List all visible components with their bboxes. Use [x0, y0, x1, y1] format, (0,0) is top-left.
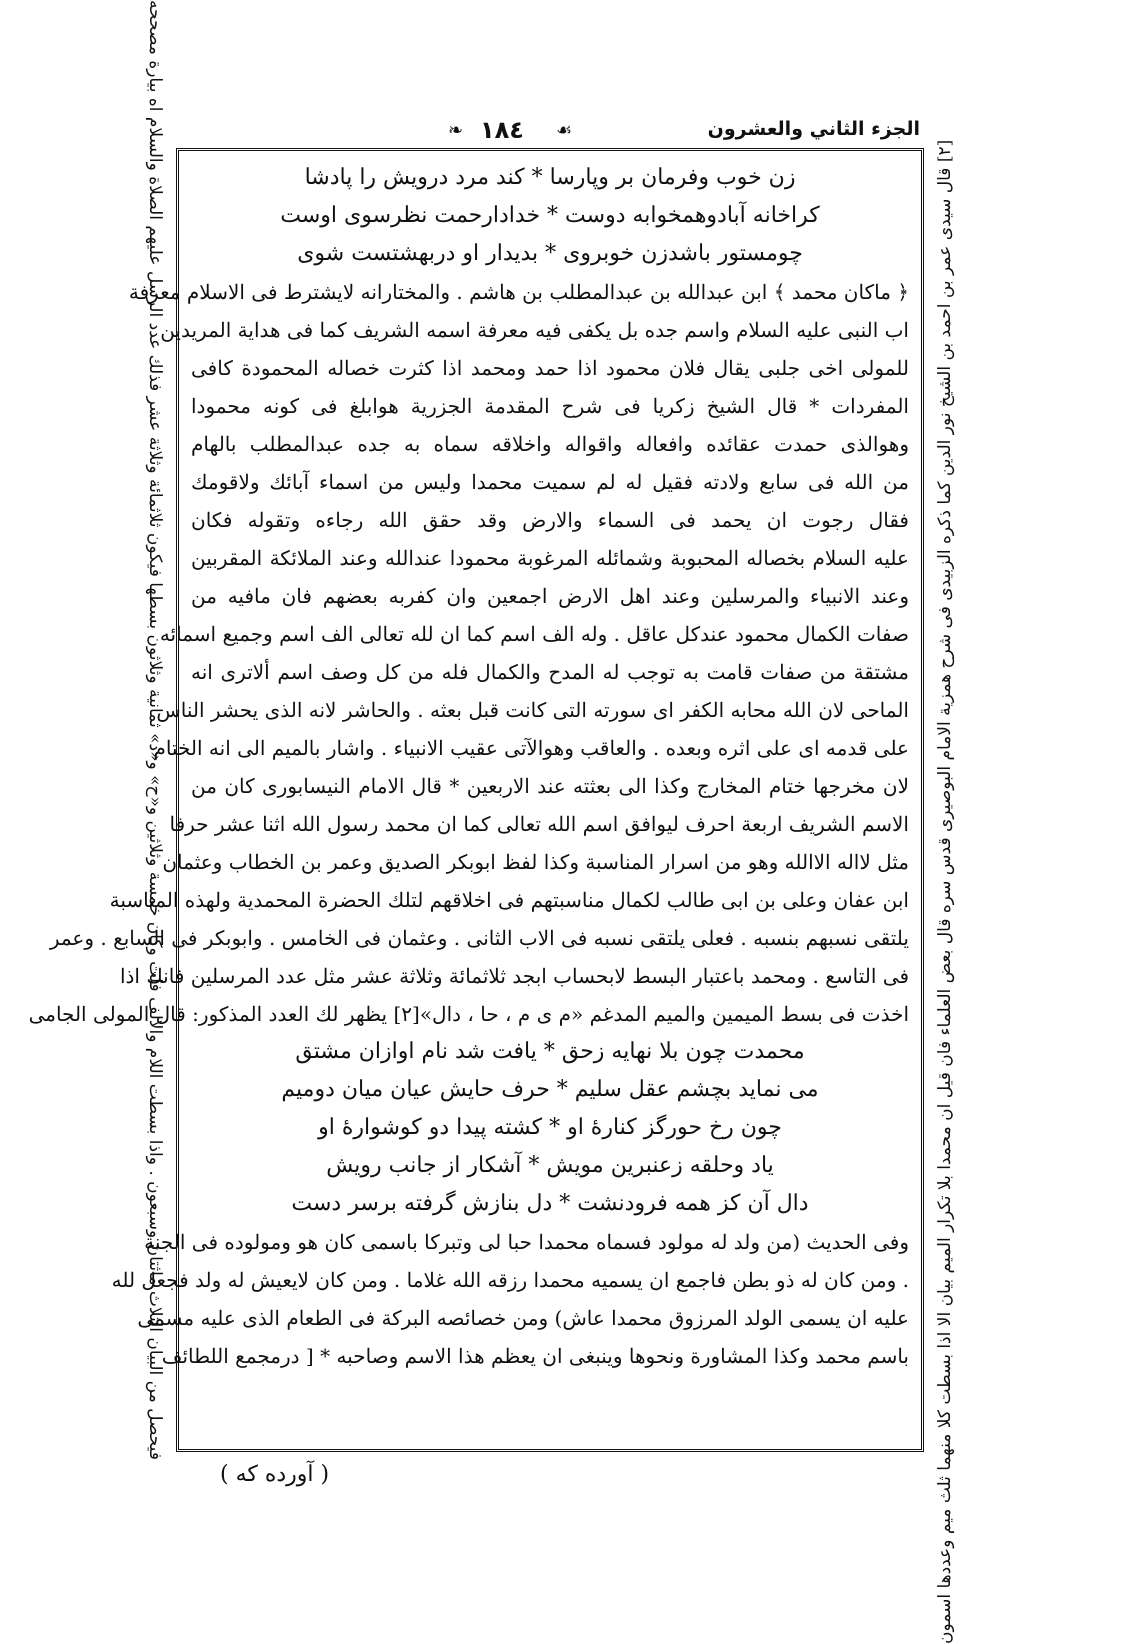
- prose-line: من الله فى سابع ولادته فقيل له لم سميت محمدا وليس من اسماء آبائك ولاقومك: [191, 470, 909, 494]
- prose-line: على قدمه اى على اثره وبعده . والعاقب وهوالآتى عقيب الانبياء . واشار بالميم الى انه الختام: [153, 736, 909, 760]
- prose-line: مشتقة من صفات قامت به توجب له المدح والكمال فله من كل وصف اسم ألاترى انه: [191, 660, 909, 684]
- book-part-label: الجزء الثاني والعشرون: [707, 118, 920, 140]
- prose-line: ﴿ ماكان محمد ﴾ ابن عبدالله بن عبدالمطلب بن هاشم . والمختارانه لايشترط فى الاسلام معرفة: [128, 280, 909, 304]
- prose-line: صفات الكمال محمود عندكل عاقل . وله الف اسم كما ان لله تعالى الف اسم وجميع اسمائه: [159, 622, 909, 646]
- prose-line: للمولى اخى جلبى يقال فلان محمود اذا حمد ومحمد اذا كثرت خصاله المحمودة كافى: [191, 356, 909, 380]
- ornament-left-icon: ❧: [448, 120, 464, 141]
- prose-line: . ومن كان له ذو بطن فاجمع ان يسميه محمدا رزقه الله غلاما . ومن كان لايعيش له ولد فجعل لله: [111, 1268, 909, 1292]
- prose-line: ابن عفان وعلى بن ابى طالب لكمال مناسبتهم فى اخلاقهم لتلك الحضرة المحمدية ولهذه المناسبة: [109, 888, 909, 912]
- ornament-right-icon: ☙: [556, 120, 573, 141]
- margin-note-right: [٢] قال سيدى عمر بن احمد بن الشيخ نور الدين كما ذكره الزبيدى فى شرح همزية الامام البوصيرى قدس سره قال بعض العلماء فان قيل ان محمدا بلا تكرار الميم بيان الا اذا بسطت كلا منهما ثلث ميم وعددها اسمون: [935, 140, 955, 1644]
- prose-line: المفردات * قال الشيخ زكريا فى شرح المقدمة الجزرية هوابلغ فى كونه محمودا: [191, 394, 909, 418]
- page-header: [180, 116, 920, 150]
- prose-line: وهوالذى حمدت عقائده وافعاله واقواله واخلاقه سماه به جده عبدالمطلب بالهام: [191, 432, 909, 456]
- verse-line: زن خوب وفرمان بر وپارسا * كند مرد درويش را پادشا: [304, 165, 796, 190]
- prose-line: باسم محمد وكذا المشاورة ونحوها وينبغى ان يعظم هذا الاسم وصاحبه * [ درمجمع اللطائف: [161, 1344, 909, 1368]
- prose-line: يلتقى نسبهم بنسبه . فعلى يلتقى نسبه فى الاب الثانى . وعثمان فى الخامس . وابوبكر فى السابع . وعمر: [49, 926, 909, 950]
- prose-line: فى التاسع . ومحمد باعتبار البسط لابحساب ابجد ثلاثمائة وثلاثة عشر مثل عدد المرسلين فانك اذا: [119, 964, 909, 988]
- page-number: ١٨٤: [480, 116, 524, 144]
- prose-line: عليه ان يسمى الولد المرزوق محمدا عاش) ومن خصائصه البركة فى الطعام الذى عليه مسمى: [137, 1306, 909, 1330]
- prose-line: عليه السلام بخصاله المحبوبة وشمائله المرغوبة محمودا عندالله وعند الملائكة المقربين: [191, 546, 909, 570]
- verse-line: مى نمايد بچشم عقل سليم * حرف حايش عيان ميان دوميم: [281, 1077, 819, 1102]
- prose-line: اب النبى عليه السلام واسم جده بل يكفى فيه معرفة اسمه الشريف كما فى هداية المريدين: [160, 318, 909, 342]
- verse-line: محمدت چون بلا نهايه زحق * يافت شد نام اوازان مشتق: [295, 1039, 805, 1064]
- prose-line: فقال رجوت ان يحمد فى السماء والارض وقد حقق الله رجاءه وتقوله فكان: [191, 508, 909, 532]
- verse-line: ياد وحلقه زعنبرين مويش * آشكار از جانب رويش: [326, 1153, 774, 1178]
- prose-line: لان مخرجها ختام المخارج وكذا الى بعثته عند الاربعين * قال الامام النيسابورى كان من: [191, 774, 909, 798]
- verse-line: كراخانه آبادوهمخوابه دوست * خدادارحمت نظرسوى اوست: [280, 203, 820, 228]
- verse-line: چومستور باشدزن خوبروى * بديدار او دربهشتست شوى: [297, 241, 803, 266]
- prose-line: مثل لااله الاالله وهو من اسرار المناسبة وكذا لفظ ابوبكر الصديق وعمر بن الخطاب وعثمان: [162, 850, 909, 874]
- prose-line: وفى الحديث (من ولد له مولود فسماه محمدا حبا لى وتبركا باسمى كان هو ومولوده فى الجنة: [144, 1230, 909, 1254]
- catchword: ( آورده كه ): [220, 1462, 330, 1487]
- verse-line: دال آن كز همه فرودنشت * دل بنازش گرفته برسر دست: [291, 1191, 809, 1216]
- prose-line: الماحى لان الله محابه الكفر اى سورته التى كانت قبل بعثه . والحاشر لانه الذى يحشر الناس: [156, 698, 909, 722]
- margin-note-left: فيحصل من البيان الثلاث ماثتان وسبعون . واذا بسطت اللام والالف فلت وكان خمسة وثلاثين و«ح» و«د» ثمانية وثلاثون بسطها فيكون ثلاثمائة وثلاثة عشر فذلك عدد الرسل عليهم الصلاة والسلام اه بيارة مصححه: [145, 0, 165, 1460]
- prose-line: الاسم الشريف اربعة احرف ليوافق اسم الله تعالى كما ان محمد رسول الله اثنا عشر حرفا: [169, 812, 909, 836]
- prose-line: اخذت فى بسط الميمين والميم المدغم «م ى م ، حا ، دال»[٢] يظهر لك العدد المذكور: قال المولى الجامى: [28, 1002, 909, 1026]
- verse-line: چون رخ حورگز كنارهٔ او * كشته پيدا دو كوشوارهٔ او: [318, 1115, 782, 1140]
- prose-line: وعند الانبياء والمرسلين وعند اهل الارض اجمعين وان كفربه بعضهم فان مافيه من: [191, 584, 909, 608]
